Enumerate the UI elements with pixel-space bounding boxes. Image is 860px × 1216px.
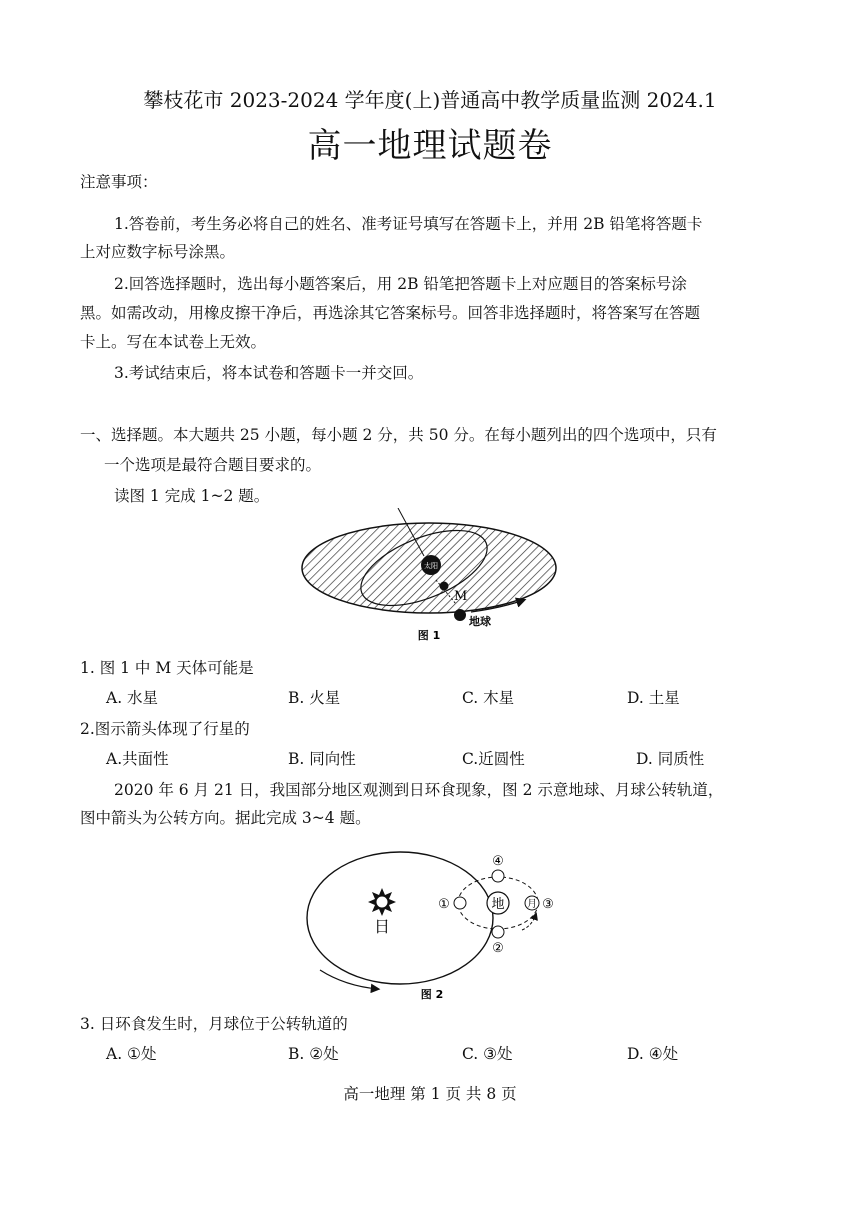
notice-heading: 注意事项： — [80, 173, 158, 191]
question-2-stem: 2.图示箭头体现了行星的 — [80, 720, 250, 738]
figure-1-caption: 图 1 — [417, 629, 441, 642]
read-figure-1-instruction: 读图 1 完成 1~2 题。 — [114, 487, 270, 505]
position-2-label: ② — [492, 941, 504, 956]
notice-item-1-line-2: 上对应数字标号涂黑。 — [80, 243, 236, 261]
sun-icon — [368, 888, 396, 916]
m-body-icon — [440, 582, 449, 591]
position-3-label: ③ — [542, 897, 554, 912]
notice-item-2-line-2: 黑。如需改动，用橡皮擦干净后，再选涂其它答案标号。回答非选择题时，将答案写在答题 — [80, 304, 701, 322]
page-title: 高一地理试题卷 — [307, 126, 553, 166]
moon-position-2-icon — [492, 926, 504, 938]
earth-label: 地球 — [469, 615, 491, 628]
question-3-option-b[interactable]: B. ②处 — [288, 1045, 339, 1063]
section-1-intro-line-1: 一、选择题。本大题共 25 小题，每小题 2 分，共 50 分。在每小题列出的四个选项中，只有 — [80, 426, 717, 444]
question-2-option-c[interactable]: C.近圆性 — [462, 750, 525, 768]
moon-label: 月 — [527, 899, 537, 910]
sun-label: 日 — [373, 917, 391, 936]
page-footer: 高一地理 第 1 页 共 8 页 — [343, 1085, 517, 1103]
question-3-option-a[interactable]: A. ①处 — [106, 1045, 157, 1063]
question-2-option-d[interactable]: D. 同质性 — [636, 750, 705, 768]
m-label: M — [454, 589, 468, 604]
figure-2-caption: 图 2 — [420, 988, 444, 1001]
position-4-label: ④ — [492, 854, 504, 869]
question-1-option-a[interactable]: A. 水星 — [106, 689, 159, 707]
question-1-option-d[interactable]: D. 土星 — [627, 689, 680, 707]
earth-icon — [454, 609, 466, 621]
passage-2-line-2: 图中箭头为公转方向。据此完成 3~4 题。 — [80, 809, 371, 827]
notice-item-2-line-1: 2.回答选择题时，选出每小题答案后，用 2B 铅笔把答题卡上对应题目的答案标号涂 — [114, 275, 687, 293]
figure-1-solar-system-diagram — [296, 508, 566, 644]
exam-header-line: 攀枝花市 2023-2024 学年度(上)普通高中教学质量监测 2024.1 — [143, 88, 717, 112]
question-3-stem: 3. 日环食发生时，月球位于公转轨道的 — [80, 1015, 348, 1033]
notice-item-1-line-1: 1.答卷前，考生务必将自己的姓名、准考证号填写在答题卡上，并用 2B 铅笔将答题卡 — [114, 215, 703, 233]
moon-position-1-icon — [454, 897, 466, 909]
notice-item-2-line-3: 卡上。写在本试卷上无效。 — [80, 333, 267, 351]
question-1-option-b[interactable]: B. 火星 — [288, 689, 341, 707]
figure-2-earth-moon-orbit-diagram — [300, 848, 570, 1004]
earth-label: 地 — [491, 897, 505, 912]
question-1-option-c[interactable]: C. 木星 — [462, 689, 515, 707]
moon-orbit-arrow — [522, 914, 536, 930]
section-1-intro-line-2: 一个选项是最符合题目要求的。 — [104, 456, 322, 474]
question-2-option-a[interactable]: A.共面性 — [106, 750, 169, 768]
question-3-option-c[interactable]: C. ③处 — [462, 1045, 513, 1063]
question-3-option-d[interactable]: D. ④处 — [627, 1045, 679, 1063]
moon-position-4-icon — [492, 870, 504, 882]
question-2-option-b[interactable]: B. 同向性 — [288, 750, 356, 768]
position-1-label: ① — [438, 897, 450, 912]
notice-item-3: 3.考试结束后，将本试卷和答题卡一并交回。 — [114, 364, 424, 382]
sun-label: 太阳 — [424, 562, 438, 570]
passage-2-line-1: 2020 年 6 月 21 日，我国部分地区观测到日环食现象，图 2 示意地球、月球公转轨道， — [114, 781, 724, 799]
question-1-stem: 1. 图 1 中 M 天体可能是 — [80, 659, 254, 677]
